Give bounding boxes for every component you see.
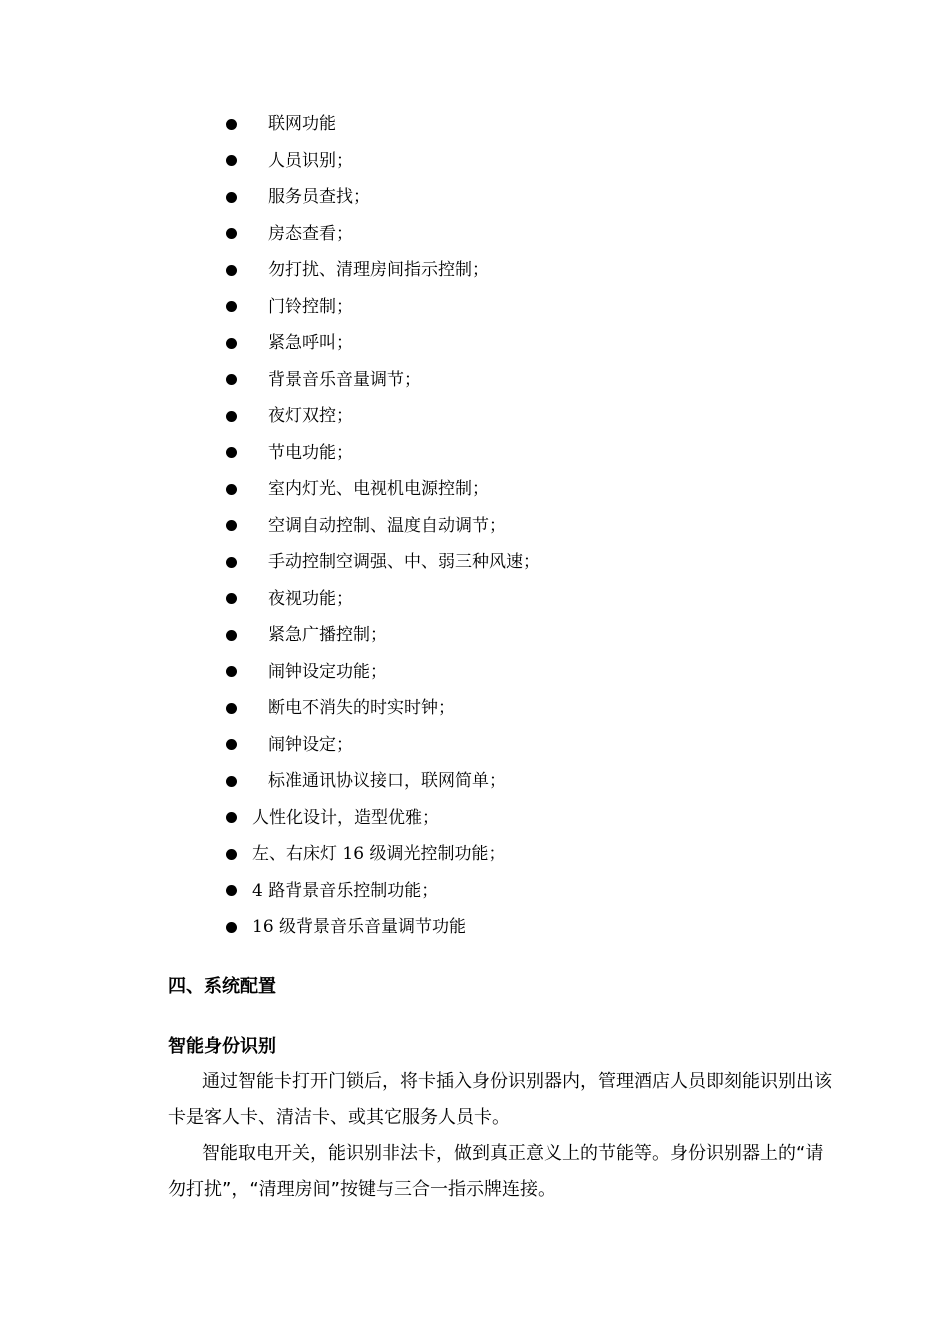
bullet-icon [226, 885, 237, 896]
list-item-text: 夜灯双控； [268, 406, 353, 427]
list-item-text: 人性化设计，造型优雅； [252, 807, 439, 828]
bullet-icon [226, 484, 237, 495]
list-item-text: 紧急广播控制； [268, 625, 387, 646]
list-item-text: 夜视功能； [268, 588, 353, 609]
list-item-text: 联网功能 [268, 114, 336, 135]
list-item [226, 362, 540, 399]
bullet-icon [226, 192, 237, 203]
bullet-icon [226, 849, 237, 860]
bullet-icon [226, 301, 237, 312]
list-item [226, 544, 540, 581]
bullet-icon [226, 630, 237, 641]
bullet-icon [226, 155, 237, 166]
section-heading: 四、系统配置 [168, 976, 276, 997]
list-item-text: 房态查看； [268, 223, 353, 244]
list-item [226, 654, 540, 691]
list-item-text: 背景音乐音量调节； [268, 369, 421, 390]
list-item-text: 勿打扰、清理房间指示控制； [268, 260, 489, 281]
list-item [226, 617, 540, 654]
bullet-icon [226, 338, 237, 349]
bullet-icon [226, 520, 237, 531]
bullet-icon [226, 447, 237, 458]
bullet-icon [226, 265, 237, 276]
bullet-icon [226, 703, 237, 714]
list-item-text: 室内灯光、电视机电源控制； [268, 479, 489, 500]
list-item-text: 4 路背景音乐控制功能； [252, 880, 439, 901]
list-item [226, 471, 540, 508]
paragraph: 智能取电开关，能识别非法卡，做到真正意义上的节能等。身份识别器上的“请勿打扰”，“清理房间”按键与三合一指示牌连接。 [168, 1143, 824, 1200]
list-item-text: 紧急呼叫； [268, 333, 353, 354]
list-item-text: 断电不消失的时实时钟； [268, 698, 455, 719]
bullet-icon [226, 739, 237, 750]
list-item-text: 手动控制空调强、中、弱三种风速； [268, 552, 540, 573]
paragraph: 通过智能卡打开门锁后，将卡插入身份识别器内，管理酒店人员即刻能识别出该卡是客人卡、清洁卡、或其它服务人员卡。 [168, 1071, 832, 1128]
list-item [226, 836, 540, 873]
sub-heading: 智能身份识别 [168, 1036, 276, 1057]
list-item [226, 289, 540, 326]
list-item-text: 闹钟设定功能； [268, 661, 387, 682]
bullet-icon [226, 228, 237, 239]
list-item-text: 16 级背景音乐音量调节功能 [252, 917, 467, 938]
list-item-text: 闹钟设定； [268, 734, 353, 755]
list-item [226, 398, 540, 435]
list-item [226, 690, 540, 727]
list-item [226, 325, 540, 362]
bullet-icon [226, 411, 237, 422]
list-item [226, 909, 540, 946]
list-item [226, 216, 540, 253]
bullet-icon [226, 922, 237, 933]
list-item-text: 左、右床灯 16 级调光控制功能； [252, 844, 506, 865]
list-item [226, 873, 540, 910]
list-item [226, 763, 540, 800]
bullet-icon [226, 812, 237, 823]
list-item [226, 727, 540, 764]
list-item [226, 800, 540, 837]
list-item [226, 143, 540, 180]
list-item-text: 空调自动控制、温度自动调节； [268, 515, 506, 536]
bullet-icon [226, 666, 237, 677]
bullet-icon [226, 374, 237, 385]
list-item-text: 人员识别； [268, 150, 353, 171]
list-item-text: 门铃控制； [268, 296, 353, 317]
list-item [226, 581, 540, 618]
bullet-icon [226, 557, 237, 568]
list-item [226, 508, 540, 545]
list-item [226, 252, 540, 289]
feature-list [226, 106, 540, 946]
list-item [226, 106, 540, 143]
list-item [226, 435, 540, 472]
bullet-icon [226, 776, 237, 787]
list-item [226, 179, 540, 216]
bullet-icon [226, 593, 237, 604]
list-item-text: 标准通讯协议接口，联网简单； [268, 771, 506, 792]
bullet-icon [226, 119, 237, 130]
list-item-text: 节电功能； [268, 442, 353, 463]
list-item-text: 服务员查找； [268, 187, 370, 208]
